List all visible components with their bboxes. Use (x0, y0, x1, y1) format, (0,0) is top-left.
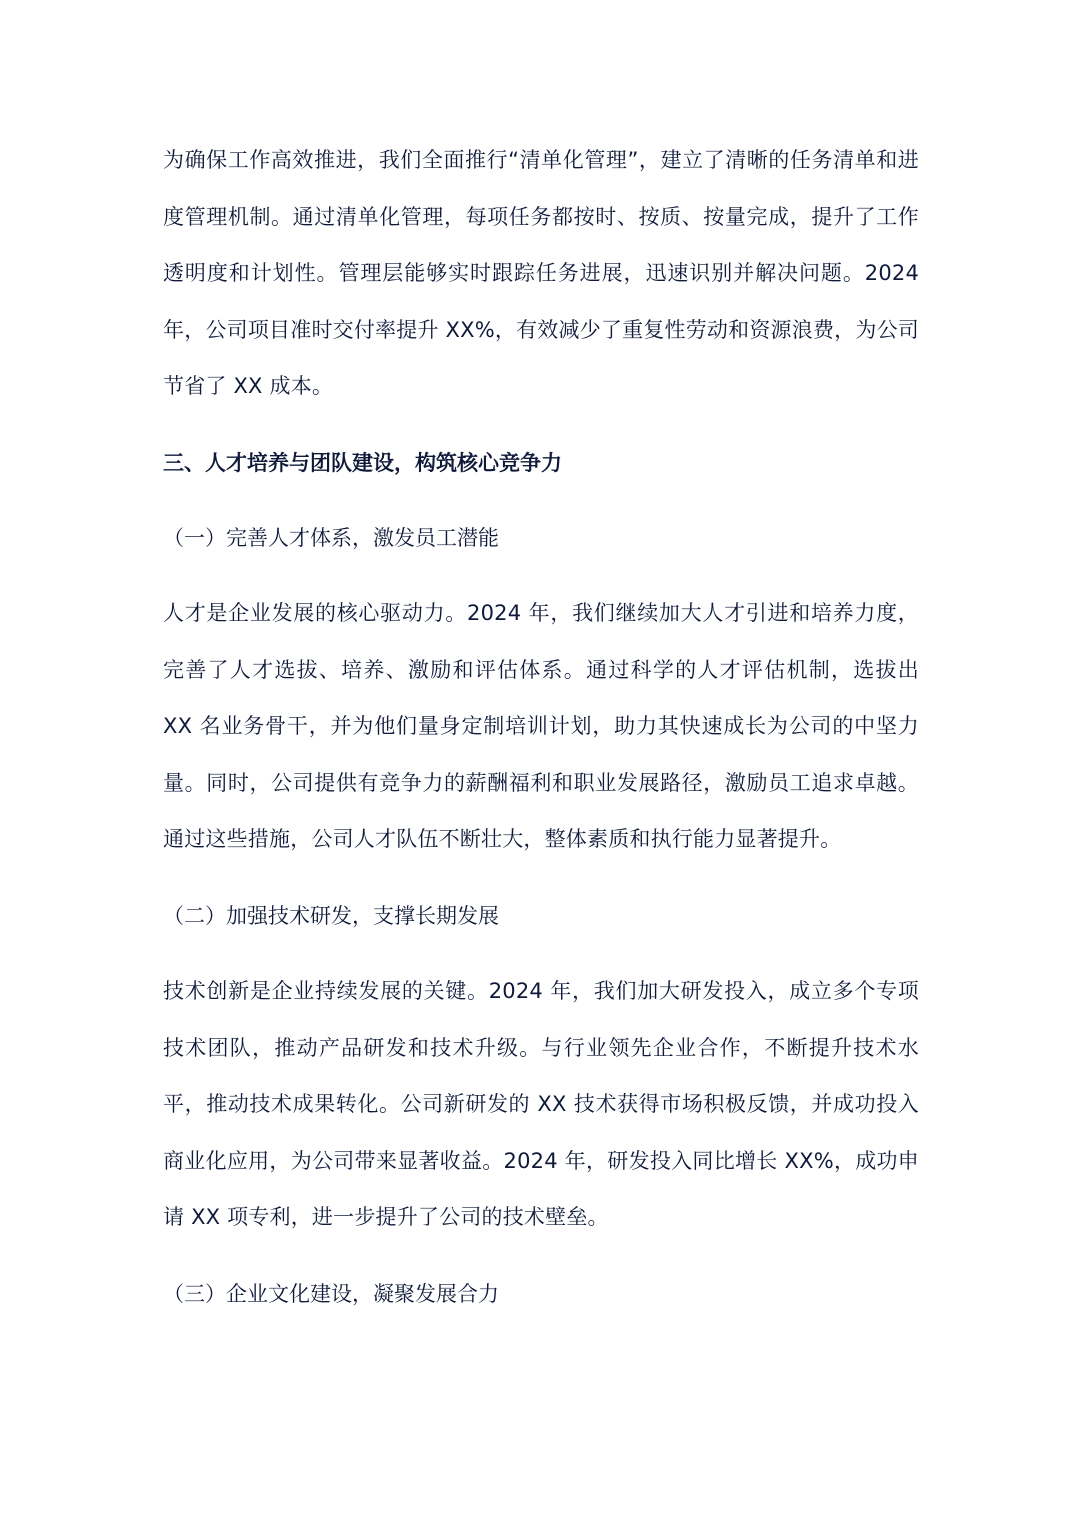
paragraph-talent-system: 人才是企业发展的核心驱动力。2024 年，我们继续加大人才引进和培养力度，完善了人才选拔、培养、激励和评估体系。通过科学的人才评估机制，选拔出 XX 名业务骨干，并为他们量身定制培训计划，助力其快速成长为公司的中坚力量。同时，公司提供有竞争力的薪酬福利和职业发展路径，激励员工追求卓越。通过这些措施，公司人才队伍不断壮大，整体素质和执行能力显著提升。 (163, 601, 919, 851)
section-3-title: 三、人才培养与团队建设，构筑核心竞争力 (163, 451, 562, 475)
paragraph-checklist-management: 为确保工作高效推进，我们全面推行“清单化管理”，建立了清晰的任务清单和进度管理机制。通过清单化管理，每项任务都按时、按质、按量完成，提升了工作透明度和计划性。管理层能够实时跟踪任务进展，迅速识别并解决问题。2024年，公司项目准时交付率提升 XX%，有效减少了重复性劳动和资源浪费，为公司节省了 XX 成本。 (163, 148, 919, 398)
subsection-3-title: （三）企业文化建设，凝聚发展合力 (163, 1282, 499, 1306)
subsection-1-title: （一）完善人才体系，激发员工潜能 (163, 526, 499, 550)
subsection-2-title: （二）加强技术研发，支撑长期发展 (163, 904, 499, 928)
paragraph-tech-rd: 技术创新是企业持续发展的关键。2024 年，我们加大研发投入，成立多个专项技术团队，推动产品研发和技术升级。与行业领先企业合作，不断提升技术水平，推动技术成果转化。公司新研发的 XX 技术获得市场积极反馈，并成功投入商业化应用，为公司带来显著收益。2024 年，研发投入同比增长 XX%，成功申请 XX 项专利，进一步提升了公司的技术壁垒。 (163, 979, 919, 1229)
